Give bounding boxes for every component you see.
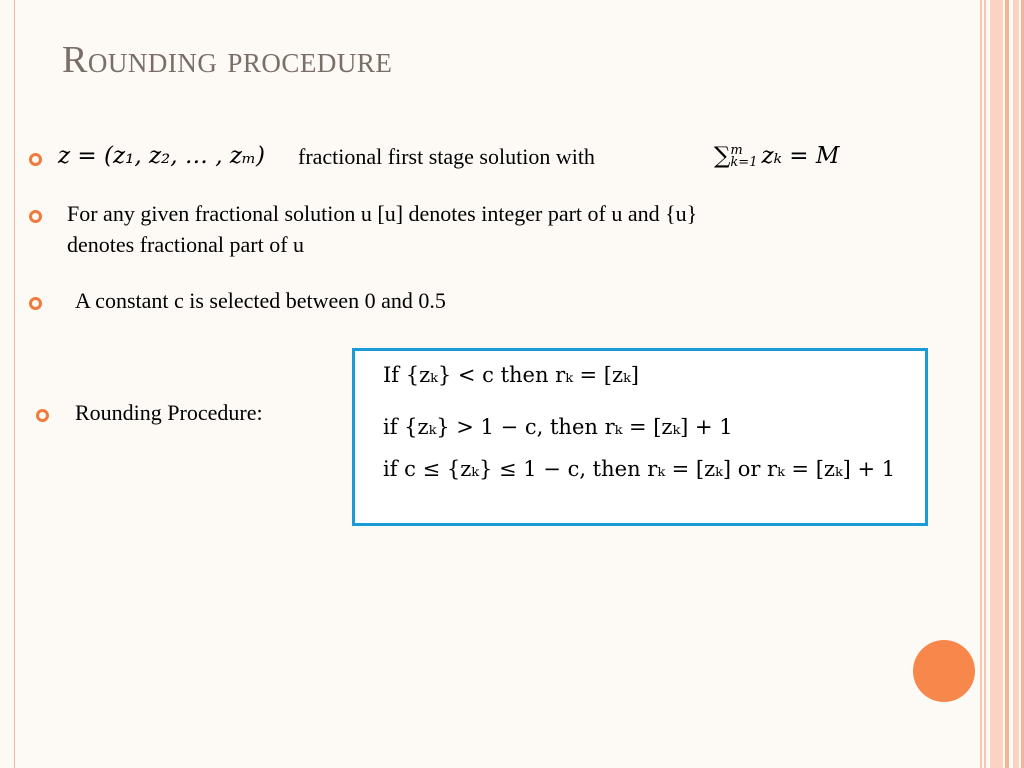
sum-symbol: ∑	[714, 143, 731, 169]
bullet-2-icon	[29, 210, 42, 223]
bullet-1-icon	[29, 153, 42, 166]
sum-upper-limit: m	[730, 143, 743, 158]
decorative-orange-circle	[913, 640, 975, 702]
sum-formula	[714, 141, 839, 171]
rule-2: if {zₖ} > 1 − c, then rₖ = [zₖ] + 1	[383, 415, 733, 439]
bullet-3-icon	[29, 297, 42, 310]
bullet-2-line-2: denotes fractional part of u	[67, 232, 305, 257]
sum-expression: zₖ = M	[761, 143, 840, 169]
sum-lower-limit: k=1	[730, 155, 758, 170]
bullet-3-text: A constant c is selected between 0 and 0.5	[75, 288, 446, 313]
left-border-line	[14, 0, 15, 768]
bullet-1-text: fractional first stage solution with	[298, 144, 595, 169]
bullet-2-line-1: For any given fractional solution u [u] denotes integer part of u and {u}	[67, 201, 698, 226]
rounding-rules-box	[352, 348, 928, 526]
right-decorative-stripes	[980, 0, 1024, 768]
bullet-4-text: Rounding Procedure:	[75, 400, 263, 425]
slide-title: Rounding procedure	[62, 39, 393, 81]
rule-1: If {zₖ} < c then rₖ = [zₖ]	[383, 363, 639, 387]
rule-3: if c ≤ {zₖ} ≤ 1 − c, then rₖ = [zₖ] or rₖ = [zₖ] + 1	[383, 457, 896, 481]
bullet-4-icon	[36, 409, 49, 422]
z-vector-formula: z = (z₁, z₂, … , zₘ)	[58, 143, 266, 169]
